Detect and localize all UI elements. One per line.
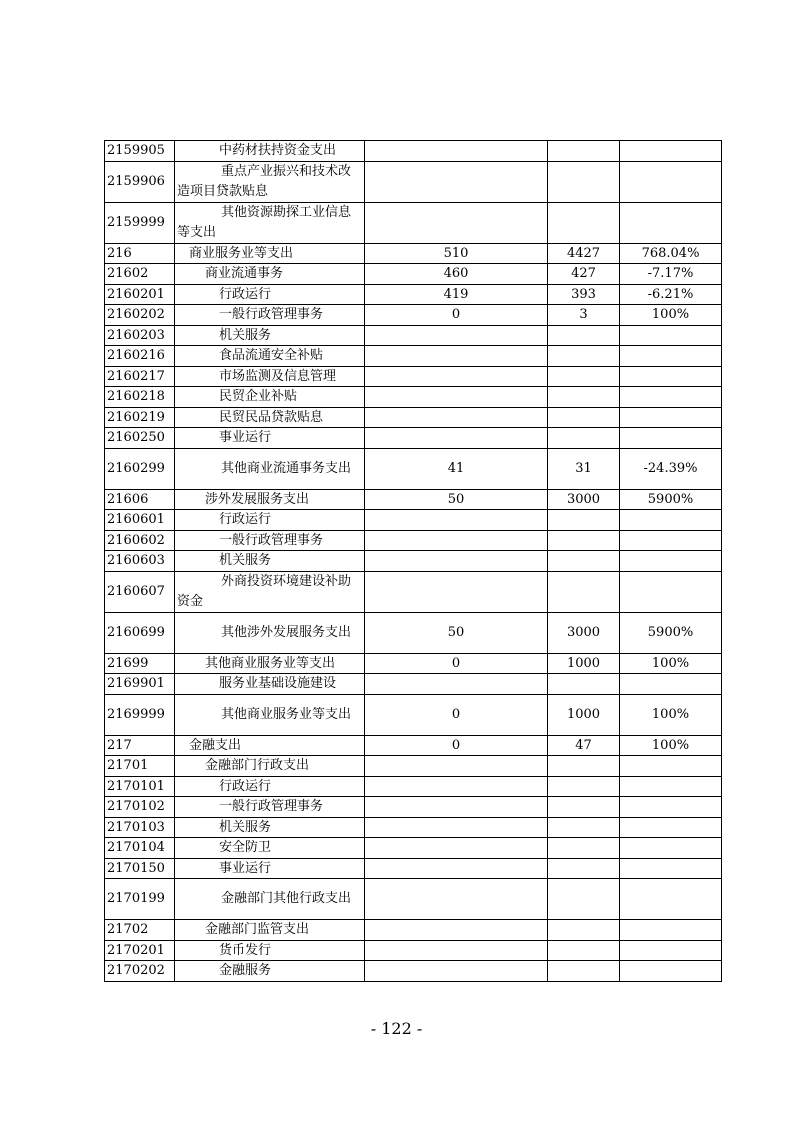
cell-v2 <box>548 797 620 818</box>
table-row <box>105 141 722 162</box>
cell-name: 机关服务 <box>175 551 365 572</box>
cell-v1 <box>365 858 548 879</box>
cell-pct <box>620 366 722 387</box>
cell-pct <box>620 756 722 777</box>
cell-v2 <box>548 920 620 941</box>
cell-name: 服务业基础设施建设 <box>175 674 365 695</box>
cell-v2 <box>548 551 620 572</box>
cell-code: 2170199 <box>105 879 175 920</box>
cell-v1 <box>365 202 548 243</box>
cell-name: 其他商业服务业等支出 <box>175 653 365 674</box>
cell-v2: 3000 <box>548 612 620 653</box>
cell-pct: 768.04% <box>620 243 722 264</box>
cell-pct <box>620 940 722 961</box>
table-row <box>105 653 722 674</box>
table-row <box>105 407 722 428</box>
table-row <box>105 264 722 285</box>
cell-name: 民贸民品贷款贴息 <box>175 407 365 428</box>
cell-v1 <box>365 756 548 777</box>
cell-v2 <box>548 428 620 449</box>
table-row <box>105 530 722 551</box>
cell-name-text: 金融部门其他行政支出 <box>221 891 352 906</box>
cell-pct <box>620 510 722 531</box>
cell-pct <box>620 530 722 551</box>
cell-code: 21606 <box>105 489 175 510</box>
cell-v1: 50 <box>365 489 548 510</box>
cell-v1 <box>365 817 548 838</box>
cell-code: 2160202 <box>105 305 175 326</box>
cell-pct <box>620 776 722 797</box>
cell-pct <box>620 407 722 428</box>
cell-name: 中药材扶持资金支出 <box>175 141 365 162</box>
cell-name: 安全防卫 <box>175 838 365 859</box>
cell-v1 <box>365 325 548 346</box>
cell-code: 2160601 <box>105 510 175 531</box>
cell-pct <box>620 141 722 162</box>
cell-v2 <box>548 571 620 612</box>
cell-code: 2160203 <box>105 325 175 346</box>
table-row <box>105 756 722 777</box>
cell-v1: 0 <box>365 305 548 326</box>
cell-code: 2169901 <box>105 674 175 695</box>
cell-pct <box>620 346 722 367</box>
cell-code: 2170150 <box>105 858 175 879</box>
cell-pct <box>620 161 722 202</box>
cell-v1 <box>365 366 548 387</box>
cell-pct: -6.21% <box>620 284 722 305</box>
cell-name-text: 其他资源勘探工业信息等支出 <box>177 204 352 240</box>
cell-name-text: 外商投资环境建设补助资金 <box>177 573 352 609</box>
cell-v2: 1000 <box>548 694 620 735</box>
cell-pct <box>620 428 722 449</box>
cell-name-text: 其他商业流通事务支出 <box>221 460 352 476</box>
cell-code: 2170102 <box>105 797 175 818</box>
cell-v2 <box>548 838 620 859</box>
table-row <box>105 325 722 346</box>
cell-v2: 393 <box>548 284 620 305</box>
cell-code: 2160201 <box>105 284 175 305</box>
cell-name: 一般行政管理事务 <box>175 305 365 326</box>
cell-v2 <box>548 879 620 920</box>
cell-pct <box>620 674 722 695</box>
cell-v2 <box>548 858 620 879</box>
table-row <box>105 510 722 531</box>
cell-code: 2160219 <box>105 407 175 428</box>
cell-code: 21702 <box>105 920 175 941</box>
cell-v2 <box>548 387 620 408</box>
table-row <box>105 428 722 449</box>
cell-name: 金融部门行政支出 <box>175 756 365 777</box>
cell-v1 <box>365 797 548 818</box>
cell-name: 事业运行 <box>175 428 365 449</box>
cell-code: 2170103 <box>105 817 175 838</box>
cell-name: 商业服务业等支出 <box>175 243 365 264</box>
table-body <box>105 141 722 982</box>
table-row <box>105 961 722 982</box>
cell-v2 <box>548 756 620 777</box>
table-row <box>105 571 722 612</box>
page-number: - 122 - <box>370 1019 423 1038</box>
table-row <box>105 202 722 243</box>
cell-code: 217 <box>105 735 175 756</box>
cell-pct <box>620 920 722 941</box>
cell-pct <box>620 961 722 982</box>
cell-v2 <box>548 674 620 695</box>
cell-pct <box>620 797 722 818</box>
cell-v1 <box>365 674 548 695</box>
table-row <box>105 817 722 838</box>
table-row <box>105 858 722 879</box>
cell-code: 2170101 <box>105 776 175 797</box>
table-row <box>105 161 722 202</box>
cell-name-text: 其他商业服务业等支出 <box>221 706 352 722</box>
cell-v1 <box>365 346 548 367</box>
cell-code: 21602 <box>105 264 175 285</box>
cell-v2: 3 <box>548 305 620 326</box>
cell-v1 <box>365 838 548 859</box>
cell-v2 <box>548 202 620 243</box>
cell-v2 <box>548 141 620 162</box>
cell-code: 2160250 <box>105 428 175 449</box>
table-row <box>105 489 722 510</box>
cell-v1 <box>365 961 548 982</box>
cell-v1 <box>365 387 548 408</box>
cell-pct <box>620 202 722 243</box>
cell-name: 涉外发展服务支出 <box>175 489 365 510</box>
cell-pct <box>620 571 722 612</box>
cell-code: 2159905 <box>105 141 175 162</box>
budget-table <box>104 140 722 982</box>
cell-pct: 100% <box>620 305 722 326</box>
table-row <box>105 346 722 367</box>
cell-name <box>175 571 365 612</box>
cell-code: 2160603 <box>105 551 175 572</box>
cell-v1: 510 <box>365 243 548 264</box>
cell-code: 21699 <box>105 653 175 674</box>
table-row <box>105 612 722 653</box>
cell-name: 一般行政管理事务 <box>175 530 365 551</box>
table-row <box>105 674 722 695</box>
cell-code: 2160607 <box>105 571 175 612</box>
table-row <box>105 797 722 818</box>
cell-v1 <box>365 940 548 961</box>
cell-name: 一般行政管理事务 <box>175 797 365 818</box>
cell-name: 市场监测及信息管理 <box>175 366 365 387</box>
cell-v1: 460 <box>365 264 548 285</box>
cell-code: 2170201 <box>105 940 175 961</box>
cell-name <box>175 448 365 489</box>
cell-v2 <box>548 325 620 346</box>
cell-name-text: 其他涉外发展服务支出 <box>221 624 352 640</box>
cell-pct: 5900% <box>620 489 722 510</box>
cell-name <box>175 694 365 735</box>
cell-v2 <box>548 940 620 961</box>
table-row <box>105 284 722 305</box>
cell-v1 <box>365 571 548 612</box>
cell-v2: 3000 <box>548 489 620 510</box>
table-row <box>105 940 722 961</box>
cell-pct: -24.39% <box>620 448 722 489</box>
cell-code: 2169999 <box>105 694 175 735</box>
table-row <box>105 776 722 797</box>
cell-v1: 0 <box>365 735 548 756</box>
cell-pct <box>620 551 722 572</box>
cell-name <box>175 202 365 243</box>
cell-code: 2160602 <box>105 530 175 551</box>
cell-name <box>175 879 365 920</box>
cell-code: 2160299 <box>105 448 175 489</box>
cell-v2: 31 <box>548 448 620 489</box>
cell-pct <box>620 817 722 838</box>
cell-v1 <box>365 551 548 572</box>
cell-name <box>175 161 365 202</box>
cell-name: 食品流通安全补贴 <box>175 346 365 367</box>
cell-name-text: 重点产业振兴和技术改造项目贷款贴息 <box>177 163 352 199</box>
cell-code: 2160217 <box>105 366 175 387</box>
cell-code: 2160216 <box>105 346 175 367</box>
table-row <box>105 366 722 387</box>
cell-name: 行政运行 <box>175 776 365 797</box>
cell-name: 商业流通事务 <box>175 264 365 285</box>
table-row <box>105 838 722 859</box>
cell-name: 机关服务 <box>175 325 365 346</box>
cell-v2 <box>548 530 620 551</box>
cell-pct: -7.17% <box>620 264 722 285</box>
cell-v2 <box>548 817 620 838</box>
cell-v1: 419 <box>365 284 548 305</box>
cell-name: 机关服务 <box>175 817 365 838</box>
cell-v2 <box>548 366 620 387</box>
cell-v1 <box>365 530 548 551</box>
cell-v2: 427 <box>548 264 620 285</box>
table-row <box>105 243 722 264</box>
cell-code: 2159999 <box>105 202 175 243</box>
cell-v1: 0 <box>365 653 548 674</box>
cell-v1 <box>365 407 548 428</box>
cell-v2: 1000 <box>548 653 620 674</box>
cell-code: 216 <box>105 243 175 264</box>
cell-v1 <box>365 161 548 202</box>
cell-code: 2170202 <box>105 961 175 982</box>
cell-pct <box>620 387 722 408</box>
cell-name: 事业运行 <box>175 858 365 879</box>
cell-v1 <box>365 428 548 449</box>
cell-v2: 47 <box>548 735 620 756</box>
cell-pct: 100% <box>620 653 722 674</box>
cell-v2 <box>548 346 620 367</box>
cell-v2 <box>548 407 620 428</box>
table-row <box>105 735 722 756</box>
cell-pct: 5900% <box>620 612 722 653</box>
cell-pct <box>620 879 722 920</box>
cell-code: 21701 <box>105 756 175 777</box>
cell-v1 <box>365 879 548 920</box>
cell-v1: 50 <box>365 612 548 653</box>
cell-pct: 100% <box>620 694 722 735</box>
cell-pct <box>620 325 722 346</box>
cell-v1 <box>365 141 548 162</box>
cell-pct <box>620 838 722 859</box>
table-row <box>105 694 722 735</box>
cell-name: 行政运行 <box>175 284 365 305</box>
cell-name: 金融部门监管支出 <box>175 920 365 941</box>
cell-name: 金融支出 <box>175 735 365 756</box>
cell-name: 行政运行 <box>175 510 365 531</box>
cell-pct <box>620 858 722 879</box>
cell-name: 民贸企业补贴 <box>175 387 365 408</box>
table-row <box>105 305 722 326</box>
cell-v2: 4427 <box>548 243 620 264</box>
cell-code: 2159906 <box>105 161 175 202</box>
cell-v1: 0 <box>365 694 548 735</box>
cell-v1 <box>365 510 548 531</box>
cell-name: 货币发行 <box>175 940 365 961</box>
cell-v1 <box>365 920 548 941</box>
cell-v2 <box>548 161 620 202</box>
cell-name <box>175 612 365 653</box>
table-row <box>105 920 722 941</box>
cell-name: 金融服务 <box>175 961 365 982</box>
table-row <box>105 879 722 920</box>
cell-v1 <box>365 776 548 797</box>
table-row <box>105 551 722 572</box>
cell-v2 <box>548 776 620 797</box>
cell-v1: 41 <box>365 448 548 489</box>
cell-pct: 100% <box>620 735 722 756</box>
cell-code: 2170104 <box>105 838 175 859</box>
cell-v2 <box>548 961 620 982</box>
cell-code: 2160699 <box>105 612 175 653</box>
table-row <box>105 448 722 489</box>
cell-v2 <box>548 510 620 531</box>
cell-code: 2160218 <box>105 387 175 408</box>
table-row <box>105 387 722 408</box>
